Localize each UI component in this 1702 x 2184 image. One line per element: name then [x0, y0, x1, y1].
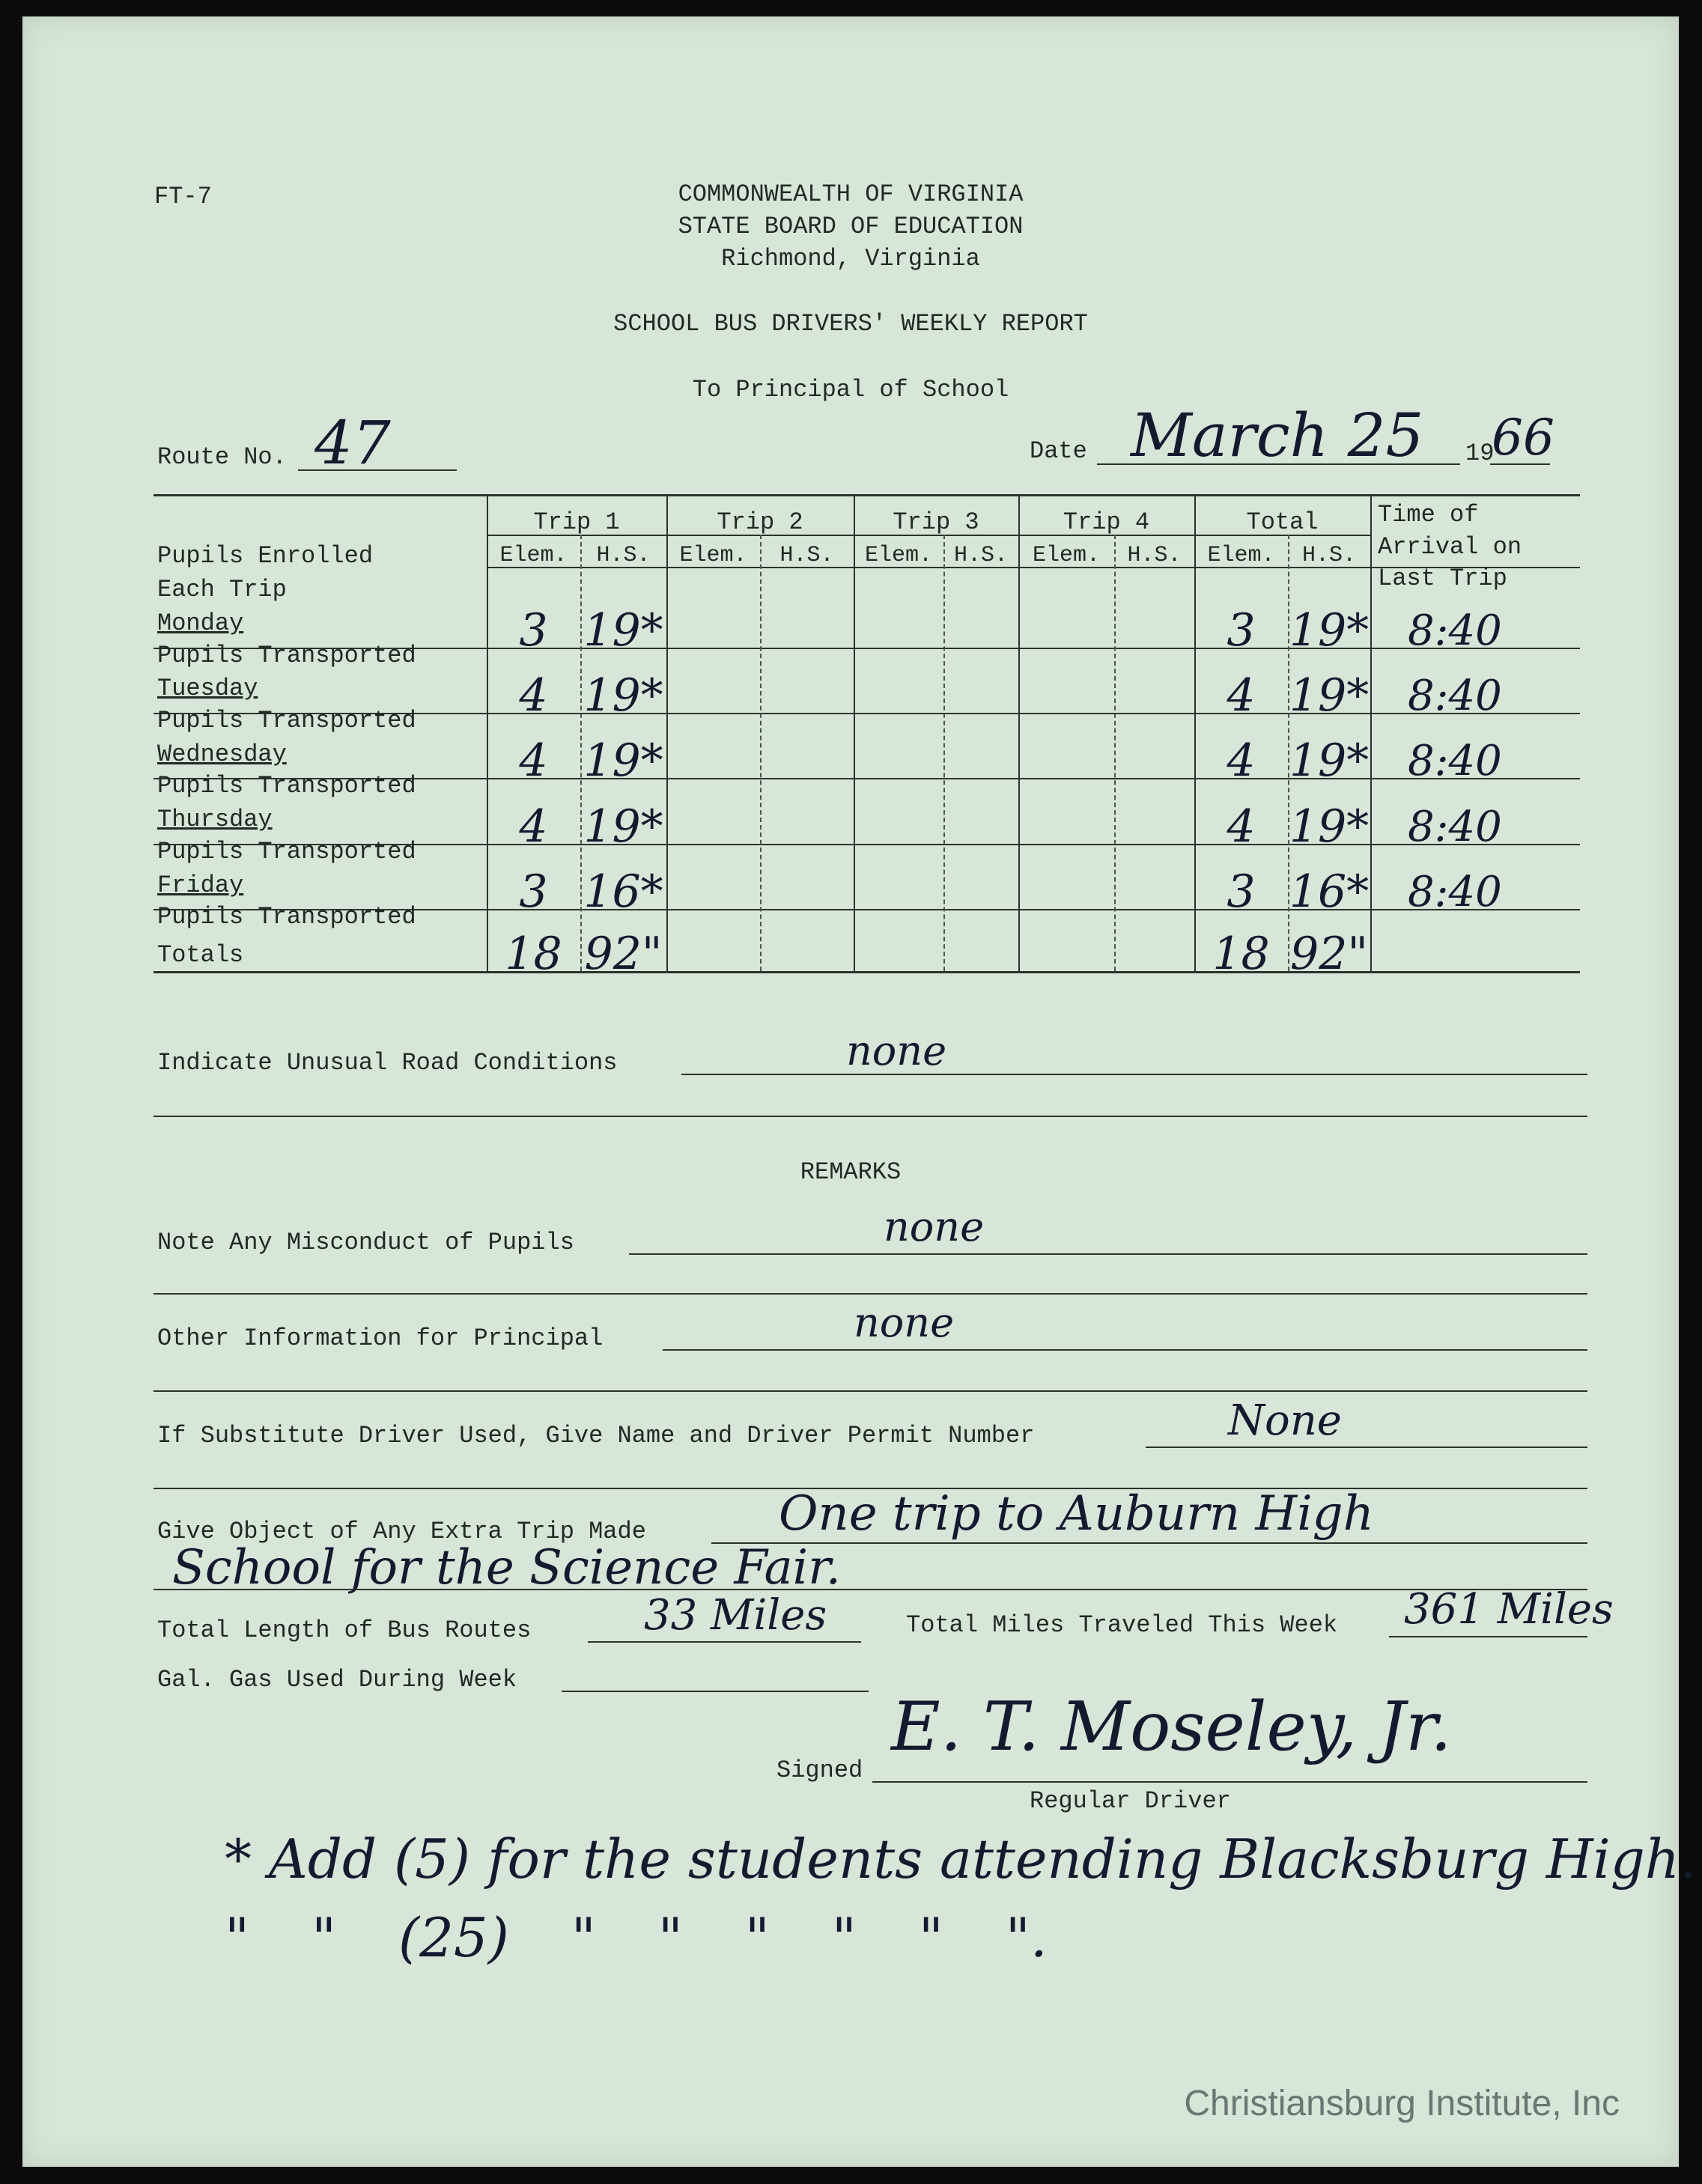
header-total: Total	[1246, 508, 1319, 536]
misconduct-value: none	[884, 1203, 985, 1250]
miles-traveled-value: 361 Miles	[1404, 1585, 1614, 1634]
header-trip-4: Trip 4	[1063, 508, 1150, 536]
friday-elem: 3	[519, 866, 548, 918]
to-principal: To Principal of School	[692, 376, 1009, 404]
tuesday-total-hs: 19*	[1289, 669, 1370, 722]
route-label: Route No.	[157, 443, 287, 471]
sub-elem-3: Elem.	[864, 543, 932, 568]
extra-trip-value-1: One trip to Auburn High	[779, 1486, 1374, 1542]
friday-total-elem: 3	[1227, 866, 1256, 918]
sub-hs-4: H.S.	[1127, 543, 1182, 568]
form-id: FT-7	[154, 183, 212, 210]
wednesday-hs: 19*	[583, 734, 663, 787]
substitute-label: If Substitute Driver Used, Give Name and Driver Permit Number	[157, 1422, 1035, 1450]
signed-label: Signed	[776, 1756, 863, 1784]
header-trip-3: Trip 3	[893, 508, 979, 536]
friday-total-hs: 16*	[1289, 866, 1370, 918]
date-value: March 25	[1131, 401, 1424, 470]
thursday-arrival: 8:40	[1408, 803, 1502, 851]
row-header-line2: Each Trip	[157, 576, 287, 603]
day-monday: Monday	[157, 609, 244, 637]
monday-total-hs: 19*	[1289, 604, 1370, 657]
header-line2: STATE BOARD OF EDUCATION	[678, 213, 1024, 240]
totals-total-elem: 18	[1212, 928, 1270, 980]
date-year-suffix: 66	[1492, 409, 1554, 466]
pupils-transported-label: Pupils Transported	[157, 772, 416, 800]
thursday-elem: 4	[519, 800, 548, 853]
sub-elem-1: Elem.	[499, 543, 568, 568]
signature-value: E. T. Moseley, Jr.	[891, 1688, 1452, 1766]
row-header-line1: Pupils Enrolled	[157, 542, 374, 570]
road-conditions-value: none	[846, 1027, 947, 1074]
totals-label: Totals	[157, 941, 244, 969]
other-info-value: none	[854, 1299, 955, 1346]
day-wednesday: Wednesday	[157, 740, 287, 768]
report-title: SCHOOL BUS DRIVERS' WEEKLY REPORT	[613, 310, 1088, 338]
totals-elem: 18	[505, 928, 562, 980]
miles-traveled-label: Total Miles Traveled This Week	[906, 1611, 1338, 1639]
footnote-line2: " " (25) " " " " " ".	[225, 1906, 1048, 1969]
tuesday-total-elem: 4	[1227, 669, 1256, 722]
road-conditions-label: Indicate Unusual Road Conditions	[157, 1049, 618, 1077]
wednesday-elem: 4	[519, 734, 548, 787]
watermark: Christiansburg Institute, Inc	[1184, 2084, 1620, 2123]
thursday-hs: 19*	[583, 800, 663, 853]
substitute-value: None	[1228, 1396, 1342, 1445]
thursday-total-hs: 19*	[1289, 800, 1370, 853]
wednesday-arrival: 8:40	[1408, 737, 1502, 785]
pupils-transported-label: Pupils Transported	[157, 642, 416, 669]
friday-hs: 16*	[583, 866, 663, 918]
route-value: 47	[314, 408, 391, 478]
sub-elem-2: Elem.	[679, 543, 747, 568]
misconduct-label: Note Any Misconduct of Pupils	[157, 1229, 574, 1256]
extra-trip-label: Give Object of Any Extra Trip Made	[157, 1518, 646, 1545]
day-thursday: Thursday	[157, 806, 273, 833]
form-paper	[22, 16, 1698, 2167]
other-info-label: Other Information for Principal	[157, 1324, 604, 1352]
arrival-header-line2: Arrival on	[1378, 533, 1522, 561]
route-length-value: 33 Miles	[644, 1591, 827, 1640]
pupils-transported-label: Pupils Transported	[157, 707, 416, 734]
date-year-prefix: 19	[1465, 439, 1495, 467]
wednesday-total-hs: 19*	[1289, 734, 1370, 787]
pupils-transported-label: Pupils Transported	[157, 903, 416, 931]
remarks-title: REMARKS	[800, 1158, 902, 1186]
pupils-transported-label: Pupils Transported	[157, 838, 416, 866]
sub-elem-4: Elem.	[1032, 543, 1100, 568]
arrival-header-line1: Time of	[1378, 501, 1479, 529]
tuesday-hs: 19*	[583, 669, 663, 722]
tuesday-elem: 4	[519, 669, 548, 722]
sub-hs-3: H.S.	[953, 543, 1008, 568]
header-line1: COMMONWEALTH OF VIRGINIA	[678, 180, 1024, 208]
route-length-label: Total Length of Bus Routes	[157, 1616, 532, 1644]
signature-role: Regular Driver	[1030, 1787, 1231, 1815]
monday-arrival: 8:40	[1408, 606, 1502, 655]
thursday-total-elem: 4	[1227, 800, 1256, 853]
header-trip-2: Trip 2	[717, 508, 803, 536]
totals-hs: 92"	[584, 928, 663, 980]
day-tuesday: Tuesday	[157, 675, 258, 702]
arrival-header-line3: Last Trip	[1378, 565, 1507, 592]
header-trip-1: Trip 1	[533, 508, 620, 536]
extra-trip-value-2: School for the Science Fair.	[172, 1540, 841, 1596]
monday-elem: 3	[519, 604, 548, 657]
sub-hs-1: H.S.	[596, 543, 651, 568]
wednesday-total-elem: 4	[1227, 734, 1256, 787]
totals-total-hs: 92"	[1290, 928, 1368, 980]
day-friday: Friday	[157, 872, 244, 899]
header-line3: Richmond, Virginia	[721, 245, 980, 273]
monday-total-elem: 3	[1227, 604, 1256, 657]
date-label: Date	[1030, 437, 1087, 465]
monday-hs: 19*	[583, 604, 663, 657]
gas-used-label: Gal. Gas Used During Week	[157, 1666, 517, 1694]
friday-arrival: 8:40	[1408, 868, 1502, 916]
sub-hs-total: H.S.	[1301, 543, 1356, 568]
sub-elem-total: Elem.	[1207, 543, 1275, 568]
tuesday-arrival: 8:40	[1408, 672, 1502, 720]
sub-hs-2: H.S.	[779, 543, 834, 568]
footnote-line1: * Add (5) for the students attending Blacksburg High.	[225, 1828, 1698, 1891]
